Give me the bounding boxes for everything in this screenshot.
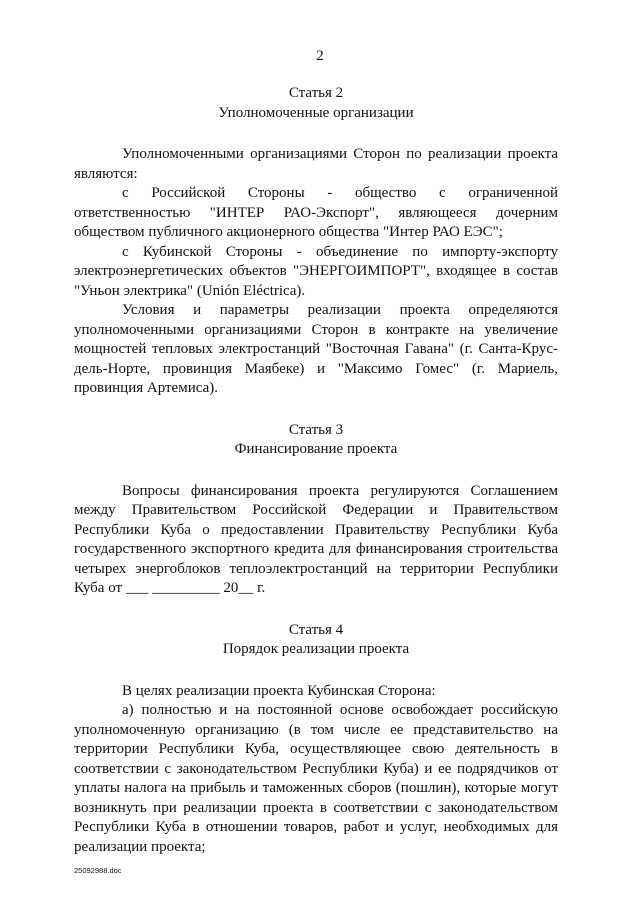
article-3-paragraph-1: Вопросы финансирования проекта регулируются Соглашением между Правительством Российской Федерации и Правительством Республики Куба о предоставлении Правительству Республики Куба государственного экспортного кредита для финансирования строительства четырех энергоблоков теплоэлектростанций на территории Республики Куба от ___ _________ 20__ г. [74, 482, 558, 596]
article-3-heading [74, 421, 558, 460]
document-filename: 25092988.doc [74, 866, 122, 875]
article-2-paragraph-3: с Кубинской Стороны - объединение по импорту-экспорту электроэнергетических объектов "ЭНЕРГОИМПОРТ", входящее в состав "Уньон электрика" (Unión Eléctrica). [74, 243, 558, 299]
article-2-paragraph-2: с Российской Стороны - общество с ограниченной ответственностью "ИНТЕР РАО-Экспорт", являющееся дочерним обществом публичного акционерного общества "Интер РАО ЕЭС"; [74, 185, 558, 240]
article-4-title: Статья 4 [288, 621, 344, 638]
article-4-paragraph-2: а) полностью и на постоянной основе освобождает российскую уполномоченную организацию (в том числе ее представительство на территории Республики Куба, осуществляющее свою деятельность в соответствии с законодательством Республики Куба) и ее подрядчиков от уплаты налога на прибыль и таможенных сборов (пошлин), которые могут возникнуть при реализации проекта в соответствии с законодательством Республики Куба в отношении товаров, работ и услуг, необходимых для реализации проекта; [74, 702, 558, 855]
article-3-subtitle: Финансирование проекта [234, 441, 398, 457]
article-2-paragraph-4: Условия и параметры реализации проекта определяются уполномоченными организациями Сторон в контракте на увеличение мощностей тепловых электростанций "Восточная Гавана" (г. Санта-Крус-дель-Норте, провинция Маябеке) и "Максимо Гомес" (г. Мариель, провинция Артемиса). [74, 302, 558, 396]
article-3-title: Статья 3 [288, 421, 344, 438]
page-number: 2 [316, 48, 324, 64]
article-2-title: Статья 2 [288, 85, 344, 101]
article-4-heading [74, 621, 558, 660]
article-2-paragraph-1: Уполномоченными организациями Сторон по реализации проекта являются: [74, 146, 558, 182]
article-4-paragraph-1: В целях реализации проекта Кубинская Сторона: [122, 682, 436, 699]
article-2-subtitle: Уполномоченные организации [218, 104, 414, 121]
article-2-heading [74, 84, 558, 123]
document-body [74, 84, 558, 857]
article-4-subtitle: Порядок реализации проекта [222, 641, 410, 657]
